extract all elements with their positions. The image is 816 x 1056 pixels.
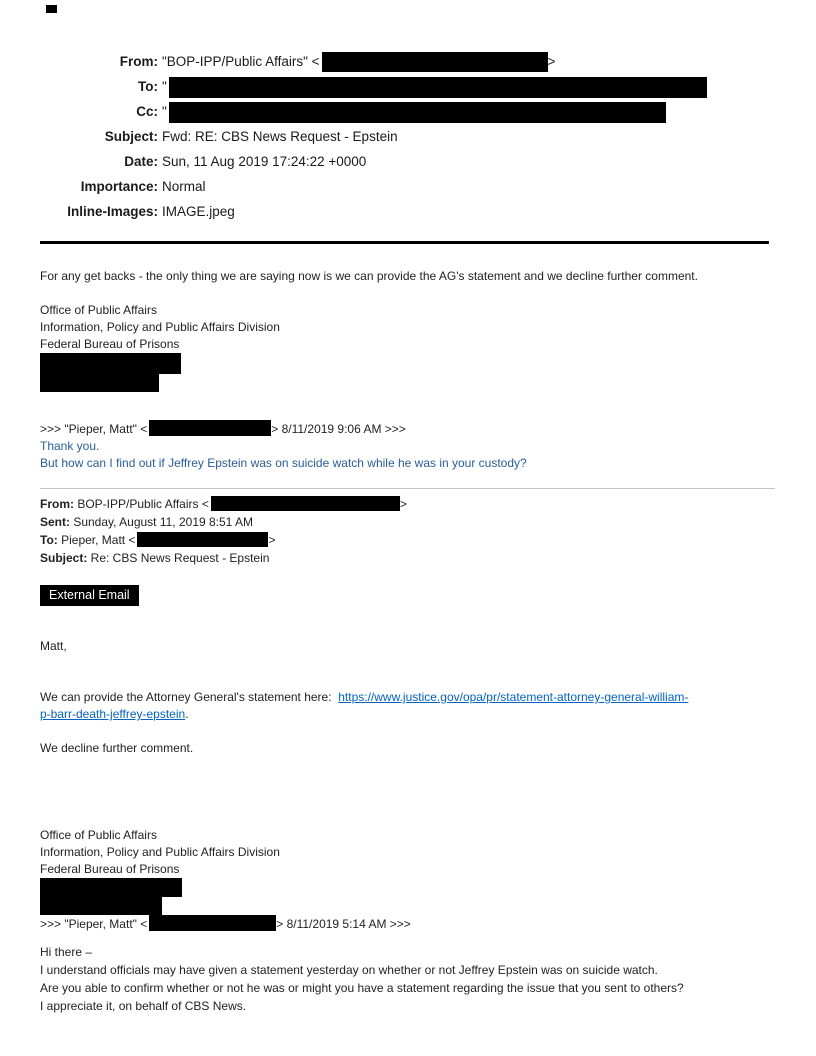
header-label-cc: Cc: [136, 104, 158, 119]
external-email-badge: External Email [40, 585, 139, 606]
signature-block-2 [40, 827, 769, 915]
redaction-bar-quote1-email [149, 420, 271, 436]
inner-email-header [40, 495, 769, 567]
quote1-prefix: >>> "Pieper, Matt" < [40, 422, 148, 436]
header-label-inline-images: Inline-Images: [67, 204, 158, 219]
inner-to-label: To: [40, 533, 58, 547]
redaction-block-signature-2a [40, 878, 182, 897]
to-open-quote: " [162, 79, 167, 94]
redaction-bar-to [169, 77, 707, 98]
header-value-from [162, 49, 769, 74]
redaction-block-signature-1b [40, 374, 159, 392]
reply-text-question: But how can I find out if Jeffrey Epstein was on suicide watch while he was in your custody? [40, 456, 527, 470]
inner-subject-label: Subject: [40, 551, 88, 565]
quote1-suffix: > 8/11/2019 9:06 AM >>> [271, 422, 406, 436]
signature-block-1 [40, 302, 769, 392]
signature-line-division: Information, Policy and Public Affairs Division [40, 320, 280, 334]
signature-line-office: Office of Public Affairs [40, 828, 157, 842]
header-label-date: Date: [124, 154, 158, 169]
inner-sent-label: Sent: [40, 515, 70, 529]
from-sender-text: "BOP-IPP/Public Affairs" < [162, 54, 320, 69]
intro-paragraph: For any get backs - the only thing we are saying now is we can provide the AG's statement and we decline further comment. [40, 269, 698, 283]
header-label-from: From: [119, 54, 158, 69]
closing-line-statement: I understand officials may have given a statement yesterday on whether or not Jeffrey Epstein was on suicide watch. [40, 963, 658, 977]
redaction-bar-quote2-email [149, 915, 276, 931]
statement-prefix-text: We can provide the Attorney General's statement here: [40, 690, 339, 704]
statement-period: . [185, 707, 189, 721]
header-value-inline-images: IMAGE.jpeg [162, 204, 235, 219]
header-label-to: To: [138, 79, 158, 94]
quote2-suffix: > 8/11/2019 5:14 AM >>> [276, 917, 411, 931]
reply-text-thank-you: Thank you. [40, 439, 100, 453]
signature-line-bureau: Federal Bureau of Prisons [40, 337, 180, 351]
inner-from-label: From: [40, 497, 74, 511]
signature-line-office: Office of Public Affairs [40, 303, 157, 317]
inner-to-text: Pieper, Matt < [57, 533, 136, 547]
quoted-message-line-2 [40, 915, 769, 933]
header-label-importance: Importance: [80, 179, 158, 194]
email-content [40, 0, 769, 1015]
redaction-bar-from [322, 52, 548, 72]
inner-header-to-row [40, 531, 769, 549]
redaction-bar-inner-to [137, 532, 268, 547]
quoted-message-line-1 [40, 420, 769, 438]
inner-header-from-row [40, 495, 769, 513]
greeting-text: Matt, [40, 639, 67, 653]
redaction-block-signature-1a [40, 353, 181, 374]
cc-open-quote: " [162, 104, 167, 119]
header-value-subject: Fwd: RE: CBS News Request - Epstein [162, 129, 398, 144]
inner-header-sent-row [40, 513, 769, 531]
inner-subject-value: Re: CBS News Request - Epstein [87, 551, 270, 565]
inner-sent-value: Sunday, August 11, 2019 8:51 AM [70, 515, 254, 529]
signature-line-division: Information, Policy and Public Affairs Division [40, 845, 280, 859]
redaction-bar-inner-from [211, 496, 400, 511]
inner-to-close: > [268, 533, 276, 547]
header-divider-rule [40, 241, 769, 244]
email-header [40, 0, 769, 224]
closing-line-appreciate: I appreciate it, on behalf of CBS News. [40, 999, 247, 1013]
header-value-to [162, 74, 769, 99]
link-text-line2: p-barr-death-jeffrey-epstein [40, 707, 186, 721]
decline-comment-text: We decline further comment. [40, 741, 194, 755]
redaction-bar-cc [169, 102, 666, 123]
quote2-prefix: >>> "Pieper, Matt" < [40, 917, 148, 931]
signature-line-bureau: Federal Bureau of Prisons [40, 862, 180, 876]
statement-paragraph [40, 689, 769, 723]
redaction-block-signature-2b [40, 897, 162, 915]
closing-line-hi-there: Hi there – [40, 945, 93, 959]
header-value-cc [162, 99, 769, 124]
link-text-line1: https://www.justice.gov/opa/pr/statement-attorney-general-william- [338, 690, 689, 704]
external-email-badge-row [40, 585, 769, 606]
closing-line-confirm: Are you able to confirm whether or not he was or might you have a statement regarding the issue that you sent to others? [40, 981, 684, 995]
closing-paragraph [40, 943, 769, 1015]
header-label-subject: Subject: [104, 129, 158, 144]
header-value-date: Sun, 11 Aug 2019 17:24:22 +0000 [162, 154, 367, 169]
inner-message-divider [40, 488, 775, 489]
inner-from-text: BOP-IPP/Public Affairs < [74, 497, 209, 511]
header-value-importance: Normal [162, 179, 206, 194]
from-close-bracket: > [547, 54, 556, 69]
inner-header-subject-row [40, 549, 769, 567]
inner-from-close: > [399, 497, 407, 511]
